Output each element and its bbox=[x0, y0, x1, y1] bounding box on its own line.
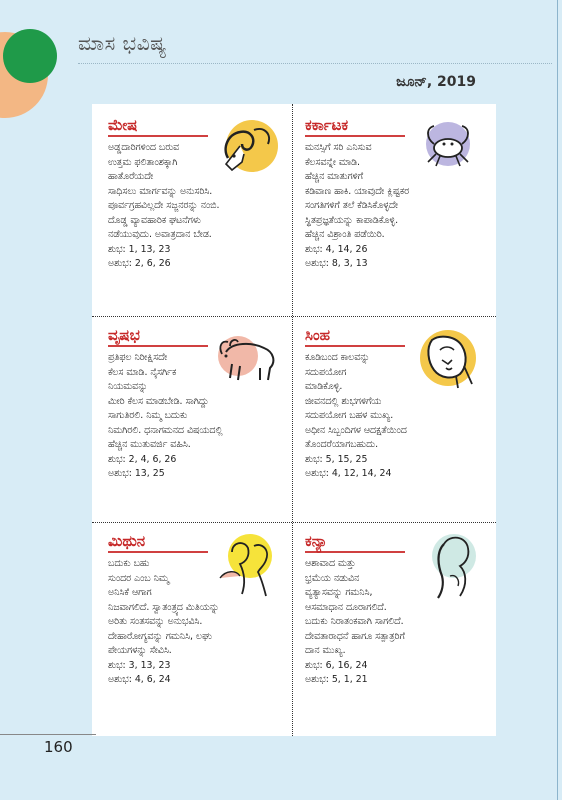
header-divider bbox=[78, 63, 552, 64]
page-title: ಮಾಸ ಭವಿಷ್ಯ bbox=[78, 31, 167, 55]
unlucky-days: ಅಶುಭ: 4, 12, 14, 24 bbox=[305, 468, 392, 479]
bull-icon bbox=[212, 332, 284, 384]
issue-date: ಜೂನ್, 2019 bbox=[396, 74, 476, 90]
lucky-days: ಶುಭ: 2, 4, 6, 26 bbox=[108, 453, 177, 465]
sign-underline bbox=[108, 135, 208, 137]
sign-prediction: ಮನಸ್ಸಿಗೆ ಸರಿ ಎನಿಸುವ ಕೆಲಸವನ್ನೇ ಮಾಡಿ. ಹೆಚ್ಚಿನ ಮಾತುಗಳಿಗೆ ಕಡಿವಾಣ ಹಾಕಿ. ಯಾವುದೇ ಕ್ಲಿಷ್ಟಕರ ಸಂಗತಿಗಳಿಗೆ ತಲೆ ಕೆಡಿಸಿಕೊಳ್ಳದೇ ಸ್ಥಿತಪ್ರಜ್ಞತೆಯನ್ನು ಕಾಪಾಡಿಕೊಳ್ಳಿ. ಹೆಚ್ಚಿನ ವಿಶ್ರಾಂತಿ ಪಡೆಯಿರಿ. bbox=[305, 142, 410, 240]
lucky-days: ಶುಭ: 6, 16, 24 bbox=[305, 659, 368, 671]
lucky-days: ಶುಭ: 1, 13, 23 bbox=[108, 243, 171, 255]
crab-icon bbox=[416, 118, 480, 174]
unlucky-days: ಅಶುಭ: 2, 6, 26 bbox=[108, 258, 171, 269]
sign-prediction: ಅಡ್ಡದಾರಿಗಳಿಂದ ಬರುವ ಉತ್ತಮ ಫಲಿತಾಂಶಕ್ಕಾಗಿ ಹಾತೊರೆಯದೇ ಸಾಧಿಸಲು ಮಾರ್ಗವನ್ನು ಅನುಸರಿಸಿ. ಪೂರ್ವಗ್ರಹವಿಲ್ಲದೇ ಸಜ್ಜನರನ್ನು ನಂಬಿ. ದೊಡ್ಡ ವ್ಯಾವಹಾರಿಕ ಘಟನೆಗಳು ನಡೆಯುವುದು. ಅವಾತ್ರದಾನ ಬೇಡ. bbox=[108, 142, 220, 240]
sign-underline bbox=[305, 551, 405, 553]
sign-prediction: ಬದುಕು ಬಹು ಸುಂದರ ಎಂಬ ನಿಮ್ಮ ಅನಿಸಿಕೆ ಆಗಾಗ ನಿಜವಾಗಲಿದೆ. ಸ್ವಾತಂತ್ರ್ಯದ ಮಿತಿಯನ್ನು ಅರಿತು ಸಂತಸವನ್ನು ಅನುಭವಿಸಿ. ದೇಹಾರೋಗ್ಯವನ್ನು ಗಮನಿಸಿ, ಲಘು ಪೇಯಗಳನ್ನು ಸೇವಿಸಿ. bbox=[108, 558, 220, 656]
unlucky-days: ಅಶುಭ: 4, 6, 24 bbox=[108, 674, 171, 685]
sign-underline bbox=[108, 551, 208, 553]
sign-underline bbox=[305, 345, 405, 347]
row-divider-2 bbox=[92, 522, 496, 523]
sign-name: ಮೇಷ bbox=[108, 116, 138, 134]
unlucky-days: ಅಶುಭ: 8, 3, 13 bbox=[305, 258, 368, 269]
sign-prediction: ಕೂಡಿಬಂದ ಕಾಲವನ್ನು ಸದುಪಯೋಗ ಮಾಡಿಕೊಳ್ಳಿ. ಜೀವನದಲ್ಲಿ ಶುಭಗಳಿಗೆಯ ಸದುಪಯೋಗ ಬಹಳ ಮುಖ್ಯ. ಅಧೀನ ಸಿಬ್ಬಂದಿಗಳ ಆದಕ್ಷತೆಯಿಂದ ತೊಂದರೆಯಾಗಬಹುದು. bbox=[305, 352, 407, 450]
sign-name: ವೃಷಭ bbox=[108, 326, 140, 344]
sign-name: ಕನ್ಯಾ bbox=[305, 532, 328, 550]
sign-underline bbox=[108, 345, 208, 347]
sign-name: ಸಿಂಹ bbox=[305, 326, 331, 344]
ram-icon bbox=[214, 118, 278, 178]
page-number-rule bbox=[0, 734, 96, 735]
sign-name: ಕರ್ಕಾಟಕ bbox=[305, 116, 349, 134]
sign-prediction: ಆಶಾವಾದ ಮತ್ತು ಭ್ರಮೆಯ ನಡುವಿನ ವ್ಯತ್ಯಾಸವನ್ನು ಗಮನಿಸಿ, ಆಸಮಾಧಾನ ದೂರಾಗಲಿದೆ. ಬದುಕು ನಿರಾತಂಕವಾಗಿ ಸಾಗಲಿದೆ. ದೇವತಾರಾಧನೆ ಹಾಗೂ ಸತ್ಪಾತ್ರರಿಗೆ ದಾನ ಮುಖ್ಯ. bbox=[305, 558, 405, 656]
sign-prediction: ಪ್ರತಿಫಲ ನಿರೀಕ್ಷಿಸದೇ ಕೆಲಸ ಮಾಡಿ. ನೈಸರ್ಗಿಕ ನಿಯಮವನ್ನು ಮೀರಿ ಕೆಲಸ ಮಾಡಬೇಡಿ. ಸಾಗಿದ್ದು ಸಾಗುತಿರಲಿ. ನಿಮ್ಮ ಬದುಕು ನಿಮಗಿರಲಿ. ಧನಾಗಮನದ ವಿಷಯದಲ್ಲಿ ಹೆಚ್ಚಿನ ಮುತುವರ್ಜಿ ವಹಿಸಿ. bbox=[108, 352, 223, 450]
unlucky-days: ಅಶುಭ: 5, 1, 21 bbox=[305, 674, 368, 685]
unlucky-days: ಅಶುಭ: 13, 25 bbox=[108, 468, 165, 479]
twins-icon bbox=[210, 532, 280, 598]
row-divider-1 bbox=[92, 316, 496, 317]
lucky-days: ಶುಭ: 4, 14, 26 bbox=[305, 243, 368, 255]
sign-name: ಮಿಥುನ bbox=[108, 532, 146, 550]
decor-circle-green bbox=[3, 29, 57, 83]
lucky-days: ಶುಭ: 5, 15, 25 bbox=[305, 453, 368, 465]
lucky-days: ಶುಭ: 3, 13, 23 bbox=[108, 659, 171, 671]
page-frame-line bbox=[557, 0, 558, 800]
page-number: 160 bbox=[44, 738, 73, 756]
maiden-icon bbox=[424, 532, 486, 602]
lion-icon bbox=[412, 326, 482, 390]
sign-underline bbox=[305, 135, 405, 137]
